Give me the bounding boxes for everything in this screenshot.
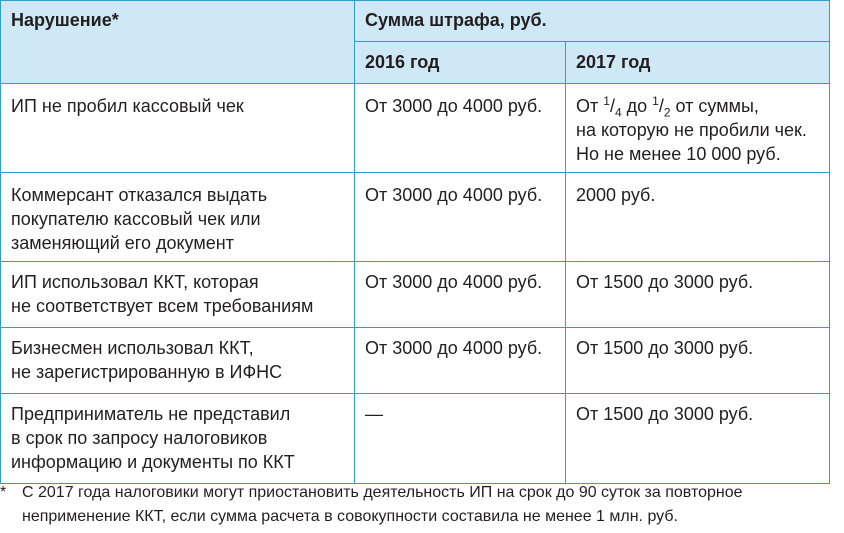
header-year-2017: 2017 год <box>566 42 830 84</box>
violation-text: Коммерсант отказался выдать <box>11 185 268 205</box>
fraction-2-numerator: 1 <box>652 94 659 108</box>
violation-text: не соответствует всем требованиям <box>11 296 314 316</box>
violation-text: в срок по запросу налоговиков <box>11 428 268 448</box>
header-violation: Нарушение* <box>1 1 355 84</box>
fine-2017-line1: От $^1/_4$ до $^1/_2$ от суммы, <box>576 94 759 120</box>
fine-2016-cell: — <box>355 394 566 484</box>
table-header <box>1 1 830 84</box>
violation-text: не зарегистрированную в ИФНС <box>11 362 283 382</box>
violation-text: ИП использовал ККТ, которая <box>11 272 259 292</box>
fraction-1-denominator: 4 <box>614 105 622 120</box>
footnote-line: С 2017 года налоговики могут приостановить деятельность ИП на срок до 90 суток за повторное <box>22 484 743 501</box>
fraction-1-numerator: 1 <box>603 94 610 108</box>
violation-text: заменяющий его документ <box>11 233 234 253</box>
violation-text: информацию и документы по ККТ <box>11 452 295 472</box>
footnote <box>0 481 830 529</box>
violation-text: Бизнесмен использовал ККТ, <box>11 338 254 358</box>
violation-text: Предприниматель не представил <box>11 404 291 424</box>
fine-suffix: от суммы, <box>670 96 759 116</box>
table-row <box>1 394 830 484</box>
fine-2016-cell: От 3000 до 4000 руб. <box>355 262 566 328</box>
fine-2016-cell: От 3000 до 4000 руб. <box>355 173 566 262</box>
footnote-asterisk: * <box>0 484 7 501</box>
fine-prefix: От <box>576 96 604 116</box>
fine-2017-cell: От 1500 до 3000 руб. <box>566 328 830 394</box>
violation-text: ИП не пробил кассовый чек <box>11 96 244 116</box>
fraction-2-denominator: 2 <box>663 105 671 120</box>
violation-cell <box>1 328 355 394</box>
table-row <box>1 262 830 328</box>
fine-2016-cell: От 3000 до 4000 руб. <box>355 84 566 173</box>
header-year-2016: 2016 год <box>355 42 566 84</box>
header-fine-amount: Сумма штрафа, руб. <box>355 1 830 42</box>
violation-text: покупателю кассовый чек или <box>11 209 261 229</box>
fine-2016-cell: От 3000 до 4000 руб. <box>355 328 566 394</box>
table-row <box>1 84 830 173</box>
footnote-line: неприменение ККТ, если сумма расчета в совокупности составила не менее 1 млн. руб. <box>22 508 678 525</box>
fine-2017-cell: 2000 руб. <box>566 173 830 262</box>
fine-2017-cell: От 1500 до 3000 руб. <box>566 262 830 328</box>
fine-middle: до <box>621 96 653 116</box>
fine-2017-cell: От 1500 до 3000 руб. <box>566 394 830 484</box>
table-body <box>1 84 830 484</box>
violation-cell <box>1 394 355 484</box>
header-row-top <box>1 1 830 42</box>
table-row <box>1 173 830 262</box>
footnote-text <box>22 481 830 529</box>
violation-cell <box>1 173 355 262</box>
fine-2017-cell <box>566 84 830 173</box>
violation-cell <box>1 262 355 328</box>
fine-2017-line3: Но не менее 10 000 руб. <box>576 144 781 164</box>
table-row <box>1 328 830 394</box>
fine-2017-line2: на которую не пробили чек. <box>576 120 807 140</box>
violation-cell <box>1 84 355 173</box>
